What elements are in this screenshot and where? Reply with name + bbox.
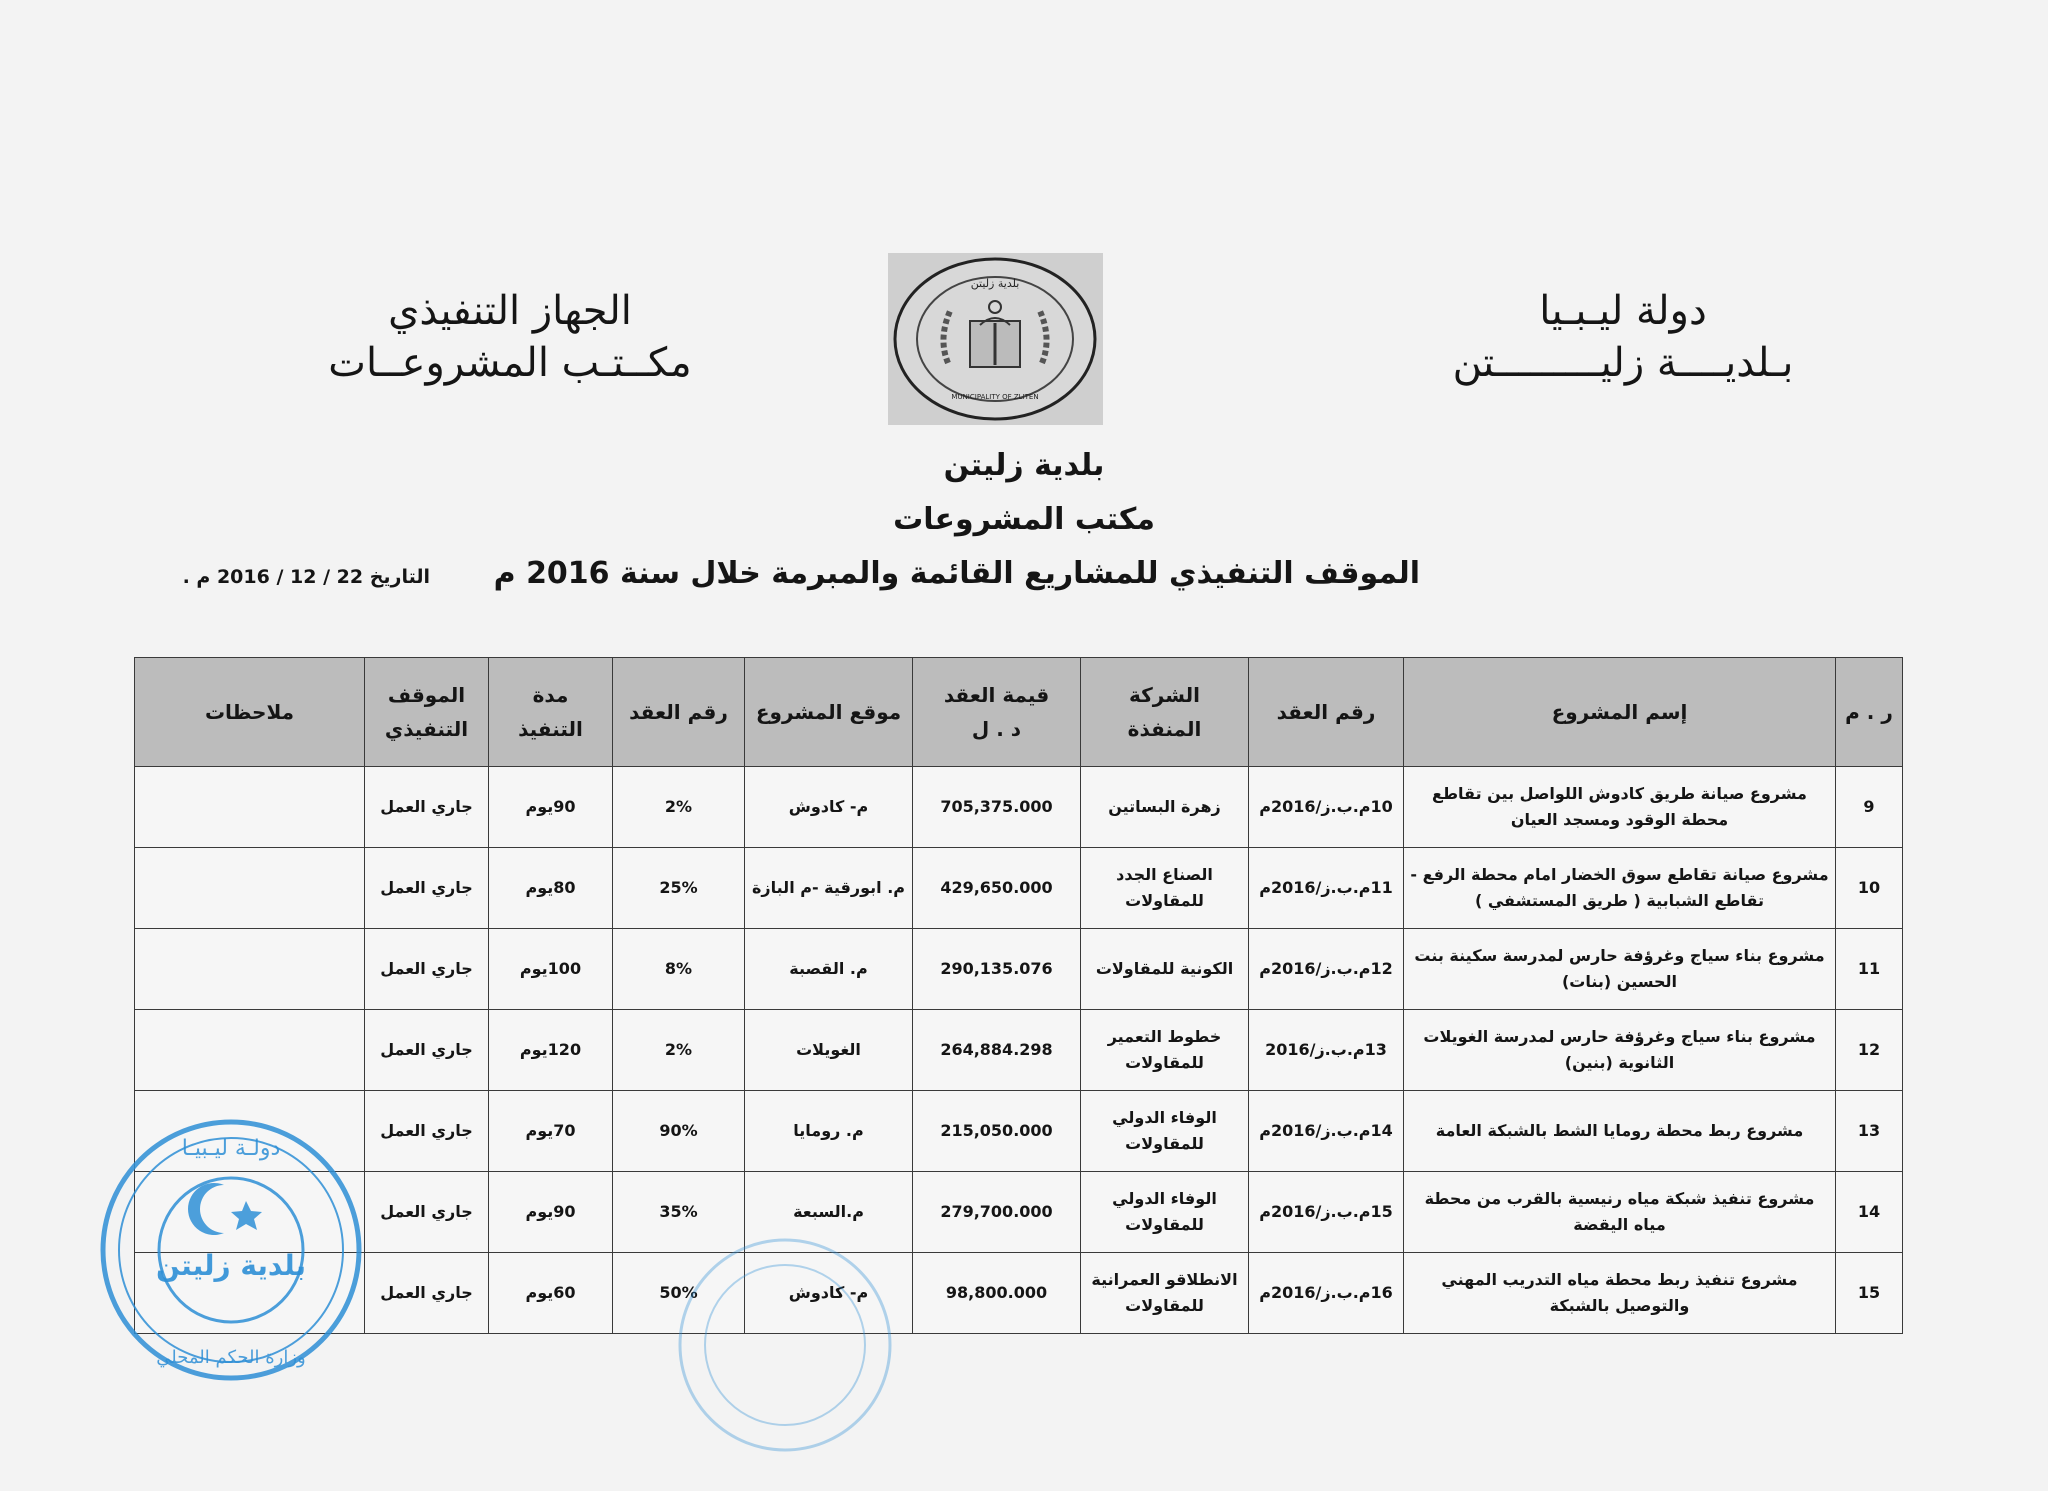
cell-num: 11 xyxy=(1836,929,1903,1010)
title-municipality: بلدية زليتن xyxy=(943,448,1105,483)
col-header-num: ر . م xyxy=(1836,658,1903,767)
municipality-emblem-icon xyxy=(888,253,1103,425)
cell-project: مشروع بناء سياج وغرؤفة حارس لمدرسة سكينة بنت الحسين (بنات) xyxy=(1404,929,1836,1010)
cell-location: م.السبعة xyxy=(745,1172,913,1253)
cell-status: جاري العمل xyxy=(365,767,489,848)
cell-contract-no: 13م.ب.ز/2016 xyxy=(1249,1010,1404,1091)
cell-progress: 90% xyxy=(613,1091,745,1172)
cell-project: مشروع صيانة طريق كادوش اللواصل بين تقاطع محطة الوقود ومسجد العيان xyxy=(1404,767,1836,848)
cell-duration: 90يوم xyxy=(489,1172,613,1253)
header-left xyxy=(320,285,700,389)
cell-value: 290,135.076 xyxy=(913,929,1081,1010)
cell-location: م. رومايا xyxy=(745,1091,913,1172)
col-header-contract-no: رقم العقد xyxy=(1249,658,1404,767)
cell-company: الوفاء الدولي للمقاولات xyxy=(1081,1172,1249,1253)
col-header-status-l2: التنفيذي xyxy=(384,717,469,741)
table-row xyxy=(135,1172,1903,1253)
col-header-location: موقع المشروع xyxy=(745,658,913,767)
cell-contract-no: 15م.ب.ز/2016م xyxy=(1249,1172,1404,1253)
cell-company: الكونية للمقاولات xyxy=(1081,929,1249,1010)
cell-contract-no: 16م.ب.ز/2016م xyxy=(1249,1253,1404,1334)
col-header-duration xyxy=(489,658,613,767)
col-header-company-l1: الشركة xyxy=(1129,683,1200,707)
cell-value: 264,884.298 xyxy=(913,1010,1081,1091)
col-header-progress: رقم العقد xyxy=(613,658,745,767)
table-header-row xyxy=(135,658,1903,767)
svg-text:MUNICIPALITY OF ZLITEN: MUNICIPALITY OF ZLITEN xyxy=(951,393,1039,401)
cell-status: جاري العمل xyxy=(365,929,489,1010)
header-executive-body: الجهاز التنفيذي xyxy=(388,288,632,334)
cell-contract-no: 12م.ب.ز/2016م xyxy=(1249,929,1404,1010)
header-country: دولة ليـبـيا xyxy=(1539,288,1707,334)
cell-progress: 25% xyxy=(613,848,745,929)
cell-status: جاري العمل xyxy=(365,848,489,929)
header-municipality: بـلديــــة زليـــــــــتن xyxy=(1452,340,1794,386)
table-row xyxy=(135,1091,1903,1172)
cell-value: 279,700.000 xyxy=(913,1172,1081,1253)
cell-progress: 8% xyxy=(613,929,745,1010)
table-row xyxy=(135,1010,1903,1091)
cell-project: مشروع بناء سياج وغرؤفة حارس لمدرسة الغويلات الثانوية (بنين) xyxy=(1404,1010,1836,1091)
cell-value: 705,375.000 xyxy=(913,767,1081,848)
cell-status: جاري العمل xyxy=(365,1253,489,1334)
cell-location: م. القصبة xyxy=(745,929,913,1010)
projects-table xyxy=(134,657,1903,1334)
col-header-company-l2: المنفذة xyxy=(1127,717,1202,741)
cell-contract-no: 11م.ب.ز/2016م xyxy=(1249,848,1404,929)
cell-contract-no: 14م.ب.ز/2016م xyxy=(1249,1091,1404,1172)
title-office: مكتب المشروعات xyxy=(893,502,1155,537)
cell-progress: 2% xyxy=(613,1010,745,1091)
col-header-project: إسم المشروع xyxy=(1404,658,1836,767)
cell-project: مشروع تنفيذ ربط محطة مياه التدريب المهني والتوصيل بالشبكة xyxy=(1404,1253,1836,1334)
cell-company: زهرة البساتين xyxy=(1081,767,1249,848)
cell-duration: 90يوم xyxy=(489,767,613,848)
cell-value: 215,050.000 xyxy=(913,1091,1081,1172)
svg-text:وزارة الحكم المحلي: وزارة الحكم المحلي xyxy=(156,1347,306,1368)
faint-stamp-icon xyxy=(670,1230,900,1460)
col-header-value-l1: قيمة العقد xyxy=(943,683,1050,707)
cell-num: 10 xyxy=(1836,848,1903,929)
col-header-company xyxy=(1081,658,1249,767)
cell-project: مشروع تنفيذ شبكة مياه رنيسية بالقرب من محطة مياه اليقضة xyxy=(1404,1172,1836,1253)
cell-status: جاري العمل xyxy=(365,1010,489,1091)
col-header-duration-l2: التنفيذ xyxy=(518,717,583,741)
cell-value: 98,800.000 xyxy=(913,1253,1081,1334)
header-projects-office: مكــتـب المشروعــات xyxy=(328,340,692,386)
cell-duration: 60يوم xyxy=(489,1253,613,1334)
cell-duration: 70يوم xyxy=(489,1091,613,1172)
cell-duration: 120يوم xyxy=(489,1010,613,1091)
cell-status: جاري العمل xyxy=(365,1091,489,1172)
col-header-status xyxy=(365,658,489,767)
cell-progress: 50% xyxy=(613,1253,745,1334)
cell-num: 14 xyxy=(1836,1172,1903,1253)
cell-num: 12 xyxy=(1836,1010,1903,1091)
cell-notes xyxy=(135,848,365,929)
cell-duration: 100يوم xyxy=(489,929,613,1010)
svg-text:بلدية زليتن: بلدية زليتن xyxy=(970,277,1020,290)
col-header-value-l2: د . ل xyxy=(971,717,1022,741)
cell-contract-no: 10م.ب.ز/2016م xyxy=(1249,767,1404,848)
col-header-duration-l1: مدة xyxy=(532,683,569,707)
cell-company: الصناع الجدد للمقاولات xyxy=(1081,848,1249,929)
svg-text:دولـة ليـبيـا: دولـة ليـبيـا xyxy=(181,1136,281,1161)
table-row xyxy=(135,848,1903,929)
cell-project: مشروع ربط محطة رومايا الشط بالشبكة العامة xyxy=(1404,1091,1836,1172)
svg-text:بلدية زليتن: بلدية زليتن xyxy=(155,1249,307,1282)
table-row xyxy=(135,929,1903,1010)
cell-notes xyxy=(135,1010,365,1091)
col-header-status-l1: الموقف xyxy=(387,683,466,707)
title-report: الموقف التنفيذي للمشاريع القائمة والمبرمة خلال سنة 2016 م xyxy=(493,556,1420,591)
cell-num: 15 xyxy=(1836,1253,1903,1334)
cell-notes xyxy=(135,767,365,848)
table-row xyxy=(135,767,1903,848)
cell-location: م. ابورقية -م البازة xyxy=(745,848,913,929)
col-header-value xyxy=(913,658,1081,767)
col-header-notes: ملاحظات xyxy=(135,658,365,767)
cell-progress: 35% xyxy=(613,1172,745,1253)
cell-duration: 80يوم xyxy=(489,848,613,929)
cell-location: الغويلات xyxy=(745,1010,913,1091)
table-row xyxy=(135,1253,1903,1334)
cell-location: م- كادوش xyxy=(745,767,913,848)
cell-value: 429,650.000 xyxy=(913,848,1081,929)
cell-company: خطوط التعمير للمقاولات xyxy=(1081,1010,1249,1091)
cell-progress: 2% xyxy=(613,767,745,848)
header-right xyxy=(1413,285,1833,389)
cell-num: 9 xyxy=(1836,767,1903,848)
cell-notes xyxy=(135,929,365,1010)
cell-project: مشروع صيانة تقاطع سوق الخضار امام محطة الرفع - تقاطع الشبابية ( طريق المستشفي ) xyxy=(1404,848,1836,929)
cell-status: جاري العمل xyxy=(365,1172,489,1253)
cell-location: م- كادوش xyxy=(745,1253,913,1334)
cell-num: 13 xyxy=(1836,1091,1903,1172)
report-date: التاريخ 22 / 12 / 2016 م . xyxy=(182,566,430,588)
cell-company: الوفاء الدولي للمقاولات xyxy=(1081,1091,1249,1172)
official-stamp-icon xyxy=(96,1115,366,1385)
cell-company: الانطلاقو العمرانية للمقاولات xyxy=(1081,1253,1249,1334)
